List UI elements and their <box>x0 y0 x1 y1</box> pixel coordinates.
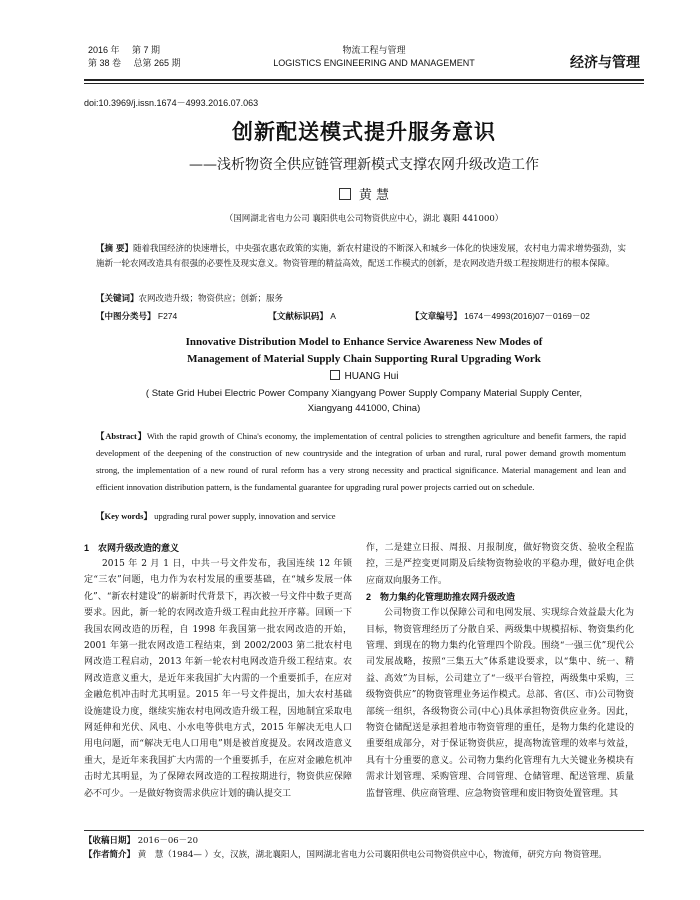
received-value: 2016－06－20 <box>137 836 198 846</box>
abstract-cn-text: 随着我国经济的快速增长，中央强农惠农政策的实施，新农村建设的不断深入和城乡一体化的快速发展，农村电力需求增势强劲，实施新一轮农网改造具有很强的必要性及现实意义。物资管理的精益高效，配送工作模式的创新，是农网改造升级工程按期进行的根本保障。 <box>96 244 626 269</box>
issue-info <box>88 44 191 70</box>
section-heading-2: 2 物力集约化管理助推农网升级改造 <box>366 592 516 603</box>
footnote-rule <box>84 830 644 831</box>
section-1-continuation: 作，二是建立日报、周报、月报制度，做好物资交货、验收全程监控，三是严控变更同期及后续物资物验收的平稳办理，做好电企供应商双向服务工作。 <box>366 543 634 586</box>
abstract-cn-label: 【摘 要】 <box>96 244 133 254</box>
english-keywords-label: 【Key words】 <box>96 511 152 521</box>
doc-code-value: A <box>330 311 336 321</box>
english-abstract-text: With the rapid growth of China's economy, the implementation of central policies to strengthen agriculture and benefit farmers, the rapid development of the deepening of the construction of new countryside and the integration of urban and rural, rural power demand growth momentum strong, the implementation of a new round of rural reform has a very strong necessity and practical significance. Material management and lean and efficient innovation distribution pattern, is the fundamental guarantee for upgrading rural power projects carried out on schedule. <box>96 431 626 492</box>
author-name: 黄 慧 <box>358 188 390 203</box>
header-rule-thin <box>84 83 644 84</box>
issue-total: 总第 265 期 <box>133 58 181 68</box>
keywords-cn <box>96 292 626 304</box>
author-box-icon <box>339 188 351 200</box>
article-id-label: 【文章编号】 <box>410 311 462 321</box>
received-date <box>84 834 644 848</box>
english-abstract-label: 【Abstract】 <box>96 431 147 441</box>
doc-code-label: 【文献标识码】 <box>268 311 328 321</box>
english-keywords-text: upgrading rural power supply, innovation and service <box>154 511 336 521</box>
received-label: 【收稿日期】 <box>84 836 136 846</box>
body-column-left <box>84 540 352 802</box>
affiliation: （国网湖北省电力公司 襄阳供电公司物资供应中心，湖北 襄阳 441000） <box>224 214 504 224</box>
doi: doi:10.3969/j.issn.1674－4993.2016.07.063 <box>84 98 259 108</box>
classification-line <box>96 310 626 322</box>
footnotes <box>84 834 644 862</box>
clc-value: F274 <box>157 311 178 321</box>
issue-number: 第 7 期 <box>132 45 161 55</box>
section-heading-1: 1 农网升级改造的意义 <box>84 543 180 553</box>
header-rule-thick <box>84 79 644 81</box>
running-header <box>84 44 644 78</box>
journal-name-en: LOGISTICS ENGINEERING AND MANAGEMENT <box>273 58 475 68</box>
english-affiliation <box>84 386 644 416</box>
journal-name <box>244 44 504 70</box>
abstract-cn <box>96 242 626 272</box>
english-affil-line2: Xiangyang 441000, China) <box>307 403 421 414</box>
english-author-name: HUANG Hui <box>344 371 399 382</box>
article-subtitle: ——浅析物资全供应链管理新模式支撑农网升级改造工作 <box>189 157 539 173</box>
english-abstract <box>96 428 626 496</box>
section-name: 经济与管理 <box>570 54 640 70</box>
article-title: 创新配送模式提升服务意识 <box>232 119 496 144</box>
english-keywords <box>96 510 626 522</box>
author-bio-label: 【作者简介】 <box>84 850 136 860</box>
english-title-line2: Management of Material Supply Chain Supporting Rural Upgrading Work <box>187 353 541 365</box>
english-title <box>84 334 644 368</box>
author-bio <box>84 848 644 862</box>
keywords-cn-label: 【关键词】 <box>96 294 139 304</box>
issue-year: 2016 年 <box>88 45 120 55</box>
english-author <box>84 370 644 382</box>
clc-label: 【中图分类号】 <box>96 311 156 321</box>
keywords-cn-text: 农网改造升级；物资供应；创新；服务 <box>138 294 284 304</box>
article-id-value: 1674－4993(2016)07－0169－02 <box>464 311 590 321</box>
issue-volume: 第 38 卷 <box>88 58 122 68</box>
english-author-box-icon <box>330 370 340 380</box>
journal-name-cn: 物流工程与管理 <box>342 45 406 55</box>
body-column-right <box>366 540 634 802</box>
english-affil-line1: ( State Grid Hubei Electric Power Company Xiangyang Power Supply Company Material Supply Center, <box>145 388 583 399</box>
english-title-line1: Innovative Distribution Model to Enhance Service Awareness New Modes of <box>185 336 543 348</box>
section-2-paragraph: 公司物资工作以保障公司和电网发展、实现综合效益最大化为目标，物资管理经历了分散自采、两级集中规模招标、物资集约化管理、到现在的物力集约化管理四个阶段。围绕“一强三优”现代公司发展战略，按照“三集五大”体系建设要求，以“集中、统一、精益、高效”为目标，公司建立了“一级平台管控，两级集中采购，三级物资供应”的物资管理业务运作模式。总部、省(区、市)公司物资部统一组织，各级物资公司(中心)具体承担物资供应业务。因此，物资仓储配送是承担着地市物资管理的重任，是物力集约化建设的重要组成部分，对于保证物资供应，提高物流管理的效率与效益，具有十分重要的意义。公司物力集约化管理有九大关键业务模块有需求计划管理、采购管理、合同管理、仓储管理、配送管理、质量监督管理、供应商管理、应急物资管理和废旧物资处置管理。其 <box>366 608 634 799</box>
author-line <box>84 184 644 203</box>
section-1-paragraph: 2015 年 2 月 1 日，中共一号文件发布，我国连续 12 年锁定“三农”问题，电力作为农村发展的重要基础，在“城乡发展一体化”、“新农村建设”的崭新时代背景下，再次被一号文件中数子更高要求。因此，新一轮的农网改造升级工程由此拉开序幕。回顾一下我国农网改造的历程，自 1998 年我国第一批农网改造的开始，2001 年第一批农网改造工程结束，到 2002/2003 第二批农村电网改造工程启动，2013 年新一轮农村电网改造升级工程结束。农网改造意义重大，是近年来我国扩大内需的一个重要抓手，在应对金融危机冲击时尤其明显。2015 年一号文件提出，加大农村基础设施建设力度，继续实施农村电网改造升级工程，因地制宜采取电网延伸和光伏、风电、小水电等供电方式，2015 年解决无电人口用电问题，而“解决无电人口用电”则是被首度提及。农网改造意义重大，是近年来我国扩大内需的一个重要抓手，在应对金融危机冲击时尤其明显，为了保障农网改造的工程按期进行，物资供应保障必不可少。一是做好物资需求供应计划的确认提交工 <box>84 559 352 799</box>
author-bio-text: 黄 慧（1984— ）女，汉族，湖北襄阳人，国网湖北省电力公司襄阳供电公司物资供应中心，物流师，研究方向 物资管理。 <box>137 850 607 860</box>
